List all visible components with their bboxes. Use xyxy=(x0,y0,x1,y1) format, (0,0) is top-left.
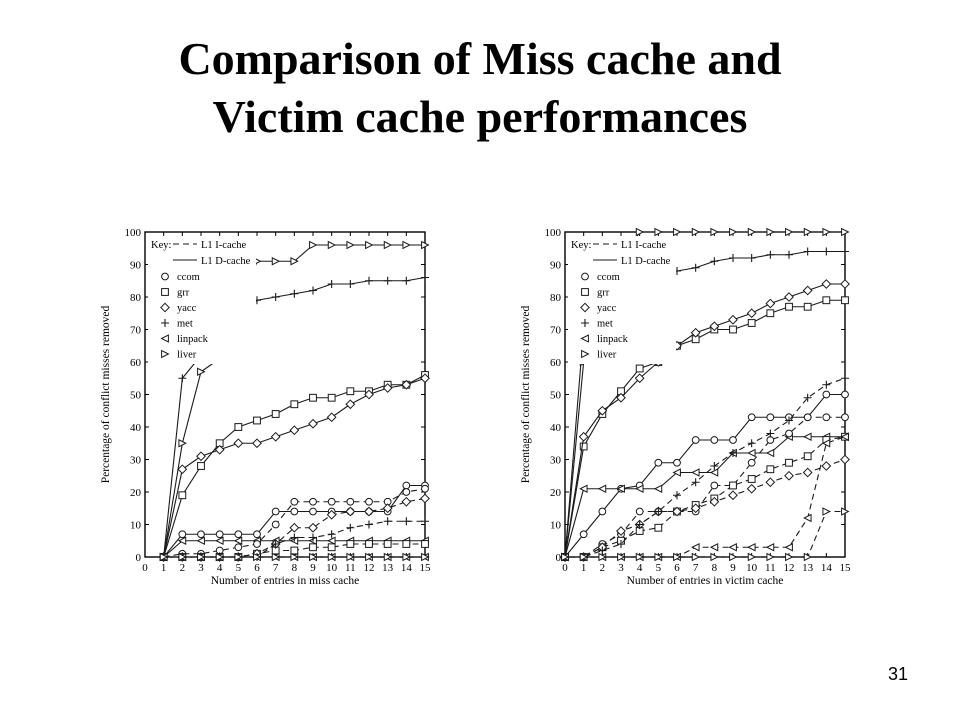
x-tick-label: 1 xyxy=(160,562,167,574)
x-tick-label: 3 xyxy=(618,562,624,574)
victim-cache-chart xyxy=(505,215,875,605)
x-tick-label: 12 xyxy=(363,562,375,574)
legend-ccom-label: ccom xyxy=(177,272,200,283)
data-point-liver-d-cache xyxy=(328,242,335,249)
data-point-linpack-i-cache xyxy=(711,544,718,551)
series-line-ccom-d-cache xyxy=(565,395,845,558)
x-tick-label: 7 xyxy=(272,562,279,574)
data-point-grr-d-cache xyxy=(179,492,186,499)
series-line-yacc-i-cache xyxy=(565,460,845,558)
data-point-ccom-i-cache xyxy=(347,498,354,505)
data-point-linpack-d-cache xyxy=(328,537,335,544)
x-tick-label: 7 xyxy=(692,562,699,574)
y-tick-label: 90 xyxy=(550,259,561,272)
data-point-met-i-cache xyxy=(384,517,392,525)
x-tick-label: 1 xyxy=(580,562,587,574)
y-tick-label: 60 xyxy=(130,357,141,369)
data-point-linpack-d-cache xyxy=(692,469,699,476)
data-point-grr-i-cache xyxy=(655,524,662,531)
data-point-yacc-d-cache xyxy=(785,293,793,301)
data-point-met-i-cache xyxy=(766,430,774,438)
data-point-grr-d-cache xyxy=(804,303,811,310)
x-tick-label: 4 xyxy=(216,562,223,574)
y-axis-label: Percentage of conflict misses removed xyxy=(100,305,112,484)
series-line-liver-i-cache xyxy=(565,512,845,558)
data-point-yacc-i-cache xyxy=(402,498,410,506)
data-point-liver-d-cache xyxy=(347,242,354,249)
y-tick-label: 100 xyxy=(124,227,141,239)
data-point-linpack-i-cache xyxy=(786,544,793,551)
legend-icache-label: L1 I-cache xyxy=(621,240,667,251)
data-point-yacc-i-cache xyxy=(841,455,849,463)
x-tick-label: 5 xyxy=(655,562,662,574)
data-point-ccom-i-cache xyxy=(403,489,410,496)
x-tick-label: 14 xyxy=(820,562,832,574)
data-point-yacc-d-cache xyxy=(841,280,849,288)
x-tick-label: 11 xyxy=(765,562,776,574)
legend-met-label: met xyxy=(597,318,613,330)
y-tick-label: 70 xyxy=(130,324,141,337)
legend-met-label: met xyxy=(177,318,193,330)
data-point-ccom-d-cache xyxy=(272,508,279,515)
x-tick-label: 12 xyxy=(783,562,795,574)
data-point-yacc-i-cache xyxy=(309,524,317,532)
legend-grr-label: grr xyxy=(177,287,190,299)
data-point-grr-d-cache xyxy=(842,297,849,304)
data-point-yacc-i-cache xyxy=(766,478,774,486)
data-point-yacc-d-cache xyxy=(271,433,279,441)
x-tick-label: 6 xyxy=(674,562,680,574)
y-tick-label: 90 xyxy=(130,259,141,272)
x-tick-label: 9 xyxy=(310,562,316,574)
data-point-ccom-d-cache xyxy=(254,531,261,538)
data-point-met-i-cache xyxy=(822,381,830,389)
data-point-linpack-i-cache xyxy=(767,544,774,551)
y-tick-label: 30 xyxy=(550,454,561,467)
legend-ccom-marker xyxy=(162,273,169,280)
slide-title xyxy=(0,30,960,146)
data-point-yacc-i-cache xyxy=(365,507,373,515)
data-point-linpack-d-cache xyxy=(804,433,811,440)
legend-ccom-marker xyxy=(582,273,589,280)
x-tick-label: 10 xyxy=(326,562,338,574)
data-point-grr-d-cache xyxy=(254,417,261,424)
data-point-ccom-d-cache xyxy=(767,414,774,421)
data-point-met-d-cache xyxy=(729,254,737,262)
data-point-ccom-i-cache xyxy=(328,498,335,505)
data-point-grr-d-cache xyxy=(748,320,755,327)
data-point-met-i-cache xyxy=(748,439,756,447)
data-point-linpack-i-cache xyxy=(730,544,737,551)
series-liver-i-cache xyxy=(562,508,849,560)
data-point-met-i-cache xyxy=(673,491,681,499)
data-point-linpack-i-cache xyxy=(692,544,699,551)
data-point-met-d-cache xyxy=(328,280,336,288)
data-point-linpack-d-cache xyxy=(767,450,774,457)
y-axis-label: Percentage of conflict misses removed xyxy=(520,305,532,484)
data-point-ccom-d-cache xyxy=(179,531,186,538)
data-point-met-i-cache xyxy=(402,517,410,525)
series-line-grr-i-cache xyxy=(565,437,845,557)
data-point-yacc-d-cache xyxy=(327,413,335,421)
y-tick-label: 20 xyxy=(550,487,561,499)
data-point-liver-d-cache xyxy=(366,242,373,249)
data-point-liver-d-cache xyxy=(310,242,317,249)
data-point-met-i-cache xyxy=(692,478,700,486)
data-point-grr-d-cache xyxy=(198,463,205,470)
x-tick-label: 6 xyxy=(254,562,260,574)
data-point-ccom-d-cache xyxy=(823,391,830,398)
data-point-yacc-i-cache xyxy=(822,462,830,470)
x-tick-label: 2 xyxy=(179,562,186,574)
data-point-met-d-cache xyxy=(804,248,812,256)
data-point-met-d-cache xyxy=(290,290,298,298)
data-point-met-d-cache xyxy=(748,254,756,262)
x-tick-label: 14 xyxy=(400,562,412,574)
series-line-ccom-i-cache xyxy=(565,417,845,557)
data-point-linpack-d-cache xyxy=(580,485,587,492)
data-point-grr-d-cache xyxy=(328,394,335,401)
data-point-ccom-d-cache xyxy=(599,508,606,515)
data-point-met-d-cache xyxy=(710,257,718,265)
legend-liver-label: liver xyxy=(177,349,197,361)
y-tick-label: 40 xyxy=(130,422,141,434)
data-point-ccom-i-cache xyxy=(310,498,317,505)
data-point-liver-d-cache xyxy=(384,242,391,249)
slide-title-line-1: Comparison of Miss cache and xyxy=(178,33,782,84)
data-point-ccom-d-cache xyxy=(198,531,205,538)
data-point-met-d-cache xyxy=(692,264,700,272)
data-point-linpack-i-cache xyxy=(804,515,811,522)
data-point-liver-d-cache xyxy=(403,242,410,249)
legend-key-label: Key: xyxy=(151,240,172,251)
data-point-grr-d-cache xyxy=(235,424,242,431)
data-point-ccom-d-cache xyxy=(655,459,662,466)
data-point-met-d-cache xyxy=(309,287,317,295)
data-point-linpack-d-cache xyxy=(711,469,718,476)
data-point-linpack-d-cache xyxy=(655,485,662,492)
data-point-met-d-cache xyxy=(402,277,410,285)
y-tick-label: 50 xyxy=(130,389,141,402)
data-point-yacc-i-cache xyxy=(747,485,755,493)
data-point-grr-d-cache xyxy=(310,394,317,401)
data-point-yacc-i-cache xyxy=(803,468,811,476)
data-point-met-i-cache xyxy=(328,530,336,538)
data-point-grr-i-cache xyxy=(786,459,793,466)
data-point-grr-d-cache xyxy=(291,401,298,408)
data-point-grr-i-cache xyxy=(748,476,755,483)
series-line-met-i-cache xyxy=(565,378,845,557)
data-point-grr-i-cache xyxy=(422,541,429,548)
data-point-grr-d-cache xyxy=(347,388,354,395)
data-point-yacc-d-cache xyxy=(253,439,261,447)
data-point-grr-i-cache xyxy=(310,544,317,551)
legend-yacc-label: yacc xyxy=(597,303,617,314)
data-point-ccom-i-cache xyxy=(636,508,643,515)
data-point-ccom-i-cache xyxy=(804,414,811,421)
data-point-yacc-d-cache xyxy=(234,439,242,447)
data-point-met-d-cache xyxy=(841,248,849,256)
data-point-ccom-d-cache xyxy=(692,437,699,444)
y-tick-label: 0 xyxy=(555,552,561,564)
data-point-yacc-d-cache xyxy=(197,452,205,460)
legend-key-label: Key: xyxy=(571,240,592,251)
x-tick-label: 8 xyxy=(291,562,298,574)
data-point-linpack-d-cache xyxy=(748,450,755,457)
data-point-ccom-i-cache xyxy=(422,485,429,492)
data-point-grr-i-cache xyxy=(347,541,354,548)
data-point-met-d-cache xyxy=(766,251,774,259)
legend-grr-marker xyxy=(582,289,589,296)
x-axis-label: Number of entries in victim cache xyxy=(626,575,784,587)
x-axis-label: Number of entries in miss cache xyxy=(210,575,360,587)
x-tick-label: 13 xyxy=(802,562,814,574)
data-point-ccom-d-cache xyxy=(842,391,849,398)
data-point-ccom-d-cache xyxy=(310,508,317,515)
miss-cache-chart xyxy=(85,215,455,605)
y-tick-label: 0 xyxy=(135,552,141,564)
legend-grr-marker xyxy=(162,289,169,296)
data-point-ccom-d-cache xyxy=(403,482,410,489)
data-point-linpack-d-cache xyxy=(216,537,223,544)
data-point-met-d-cache xyxy=(785,251,793,259)
data-point-ccom-i-cache xyxy=(823,414,830,421)
data-point-ccom-i-cache xyxy=(748,459,755,466)
legend-yacc-label: yacc xyxy=(177,303,197,314)
data-point-met-i-cache xyxy=(365,521,373,529)
data-point-linpack-d-cache xyxy=(599,485,606,492)
data-point-ccom-d-cache xyxy=(748,414,755,421)
data-point-grr-i-cache xyxy=(730,482,737,489)
data-point-yacc-d-cache xyxy=(729,316,737,324)
data-point-ccom-d-cache xyxy=(674,459,681,466)
data-point-met-d-cache xyxy=(365,277,373,285)
x-tick-label: 3 xyxy=(198,562,204,574)
x-tick-label: 2 xyxy=(599,562,606,574)
data-point-yacc-d-cache xyxy=(346,400,354,408)
data-point-grr-i-cache xyxy=(291,547,298,554)
data-point-yacc-d-cache xyxy=(803,286,811,294)
data-point-ccom-d-cache xyxy=(730,437,737,444)
x-tick-label: 13 xyxy=(382,562,394,574)
data-point-yacc-i-cache xyxy=(346,507,354,515)
data-point-yacc-d-cache xyxy=(747,309,755,317)
y-tick-label: 80 xyxy=(130,292,141,304)
legend-grr-label: grr xyxy=(597,287,610,299)
data-point-grr-i-cache xyxy=(403,541,410,548)
x-tick-label: 4 xyxy=(636,562,643,574)
data-point-yacc-d-cache xyxy=(290,426,298,434)
data-point-grr-d-cache xyxy=(636,365,643,372)
y-tick-label: 20 xyxy=(130,487,141,499)
data-point-ccom-i-cache xyxy=(786,430,793,437)
y-tick-label: 30 xyxy=(130,454,141,467)
data-point-grr-d-cache xyxy=(272,411,279,418)
y-tick-label: 70 xyxy=(550,324,561,337)
legend-icache-label: L1 I-cache xyxy=(201,240,247,251)
series-met-i-cache xyxy=(561,374,849,561)
data-point-met-i-cache xyxy=(841,374,849,382)
data-point-linpack-d-cache xyxy=(198,537,205,544)
data-point-grr-i-cache xyxy=(366,541,373,548)
x-tick-label: 8 xyxy=(711,562,718,574)
data-point-grr-i-cache xyxy=(804,453,811,460)
data-point-yacc-d-cache xyxy=(579,433,587,441)
data-point-ccom-i-cache xyxy=(272,521,279,528)
x-tick-label: 10 xyxy=(746,562,758,574)
series-line-linpack-d-cache xyxy=(565,437,845,557)
data-point-yacc-i-cache xyxy=(421,494,429,502)
data-point-met-d-cache xyxy=(384,277,392,285)
x-tick-label: 5 xyxy=(235,562,242,574)
legend-linpack-label: linpack xyxy=(597,334,628,345)
legend xyxy=(568,236,676,364)
y-tick-label: 80 xyxy=(550,292,561,304)
series-line-linpack-i-cache xyxy=(565,437,845,557)
y-tick-label: 40 xyxy=(550,422,561,434)
legend-liver-label: liver xyxy=(597,349,617,361)
data-point-ccom-i-cache xyxy=(366,498,373,505)
data-point-yacc-d-cache xyxy=(309,420,317,428)
slide-title-line-2: Victim cache performances xyxy=(212,91,748,142)
x-tick-label: 15 xyxy=(419,562,431,574)
data-point-liver-d-cache xyxy=(198,368,205,375)
data-point-liver-d-cache xyxy=(272,258,279,265)
legend-dcache-label: L1 D-cache xyxy=(621,256,671,267)
legend xyxy=(148,236,256,364)
data-point-yacc-d-cache xyxy=(178,465,186,473)
data-point-ccom-i-cache xyxy=(291,498,298,505)
data-point-yacc-i-cache xyxy=(785,472,793,480)
x-tick-label: 15 xyxy=(839,562,851,574)
data-point-ccom-i-cache xyxy=(842,414,849,421)
data-point-ccom-d-cache xyxy=(216,531,223,538)
data-point-ccom-i-cache xyxy=(235,544,242,551)
y-tick-label: 60 xyxy=(550,357,561,369)
data-point-grr-d-cache xyxy=(786,303,793,310)
data-point-linpack-i-cache xyxy=(748,544,755,551)
data-point-yacc-d-cache xyxy=(766,299,774,307)
data-point-met-d-cache xyxy=(421,274,429,282)
x-tick-label: 9 xyxy=(730,562,736,574)
data-point-met-d-cache xyxy=(346,280,354,288)
data-point-ccom-d-cache xyxy=(235,531,242,538)
y-tick-label: 50 xyxy=(550,389,561,402)
data-point-grr-i-cache xyxy=(384,541,391,548)
legend-linpack-label: linpack xyxy=(177,334,208,345)
data-point-ccom-i-cache xyxy=(254,541,261,548)
data-point-met-d-cache xyxy=(822,248,830,256)
data-point-met-d-cache xyxy=(272,293,280,301)
x-tick-label: 0 xyxy=(142,562,148,574)
data-point-ccom-d-cache xyxy=(711,437,718,444)
data-point-grr-i-cache xyxy=(767,466,774,473)
data-point-ccom-d-cache xyxy=(580,531,587,538)
data-point-yacc-i-cache xyxy=(729,491,737,499)
legend-ccom-label: ccom xyxy=(597,272,620,283)
y-tick-label: 100 xyxy=(544,227,561,239)
y-tick-label: 10 xyxy=(130,519,141,532)
x-tick-label: 0 xyxy=(562,562,568,574)
data-point-grr-d-cache xyxy=(767,310,774,317)
y-tick-label: 10 xyxy=(550,519,561,532)
data-point-grr-d-cache xyxy=(730,326,737,333)
data-point-met-i-cache xyxy=(346,524,354,532)
data-point-yacc-d-cache xyxy=(822,280,830,288)
data-point-ccom-i-cache xyxy=(711,482,718,489)
data-point-linpack-d-cache xyxy=(235,537,242,544)
data-point-liver-i-cache xyxy=(823,508,830,515)
x-tick-label: 11 xyxy=(345,562,356,574)
page-number: 31 xyxy=(887,664,908,684)
data-point-ccom-i-cache xyxy=(767,437,774,444)
data-point-grr-d-cache xyxy=(823,297,830,304)
legend-dcache-label: L1 D-cache xyxy=(201,256,251,267)
data-point-ccom-d-cache xyxy=(291,508,298,515)
data-point-grr-i-cache xyxy=(328,544,335,551)
